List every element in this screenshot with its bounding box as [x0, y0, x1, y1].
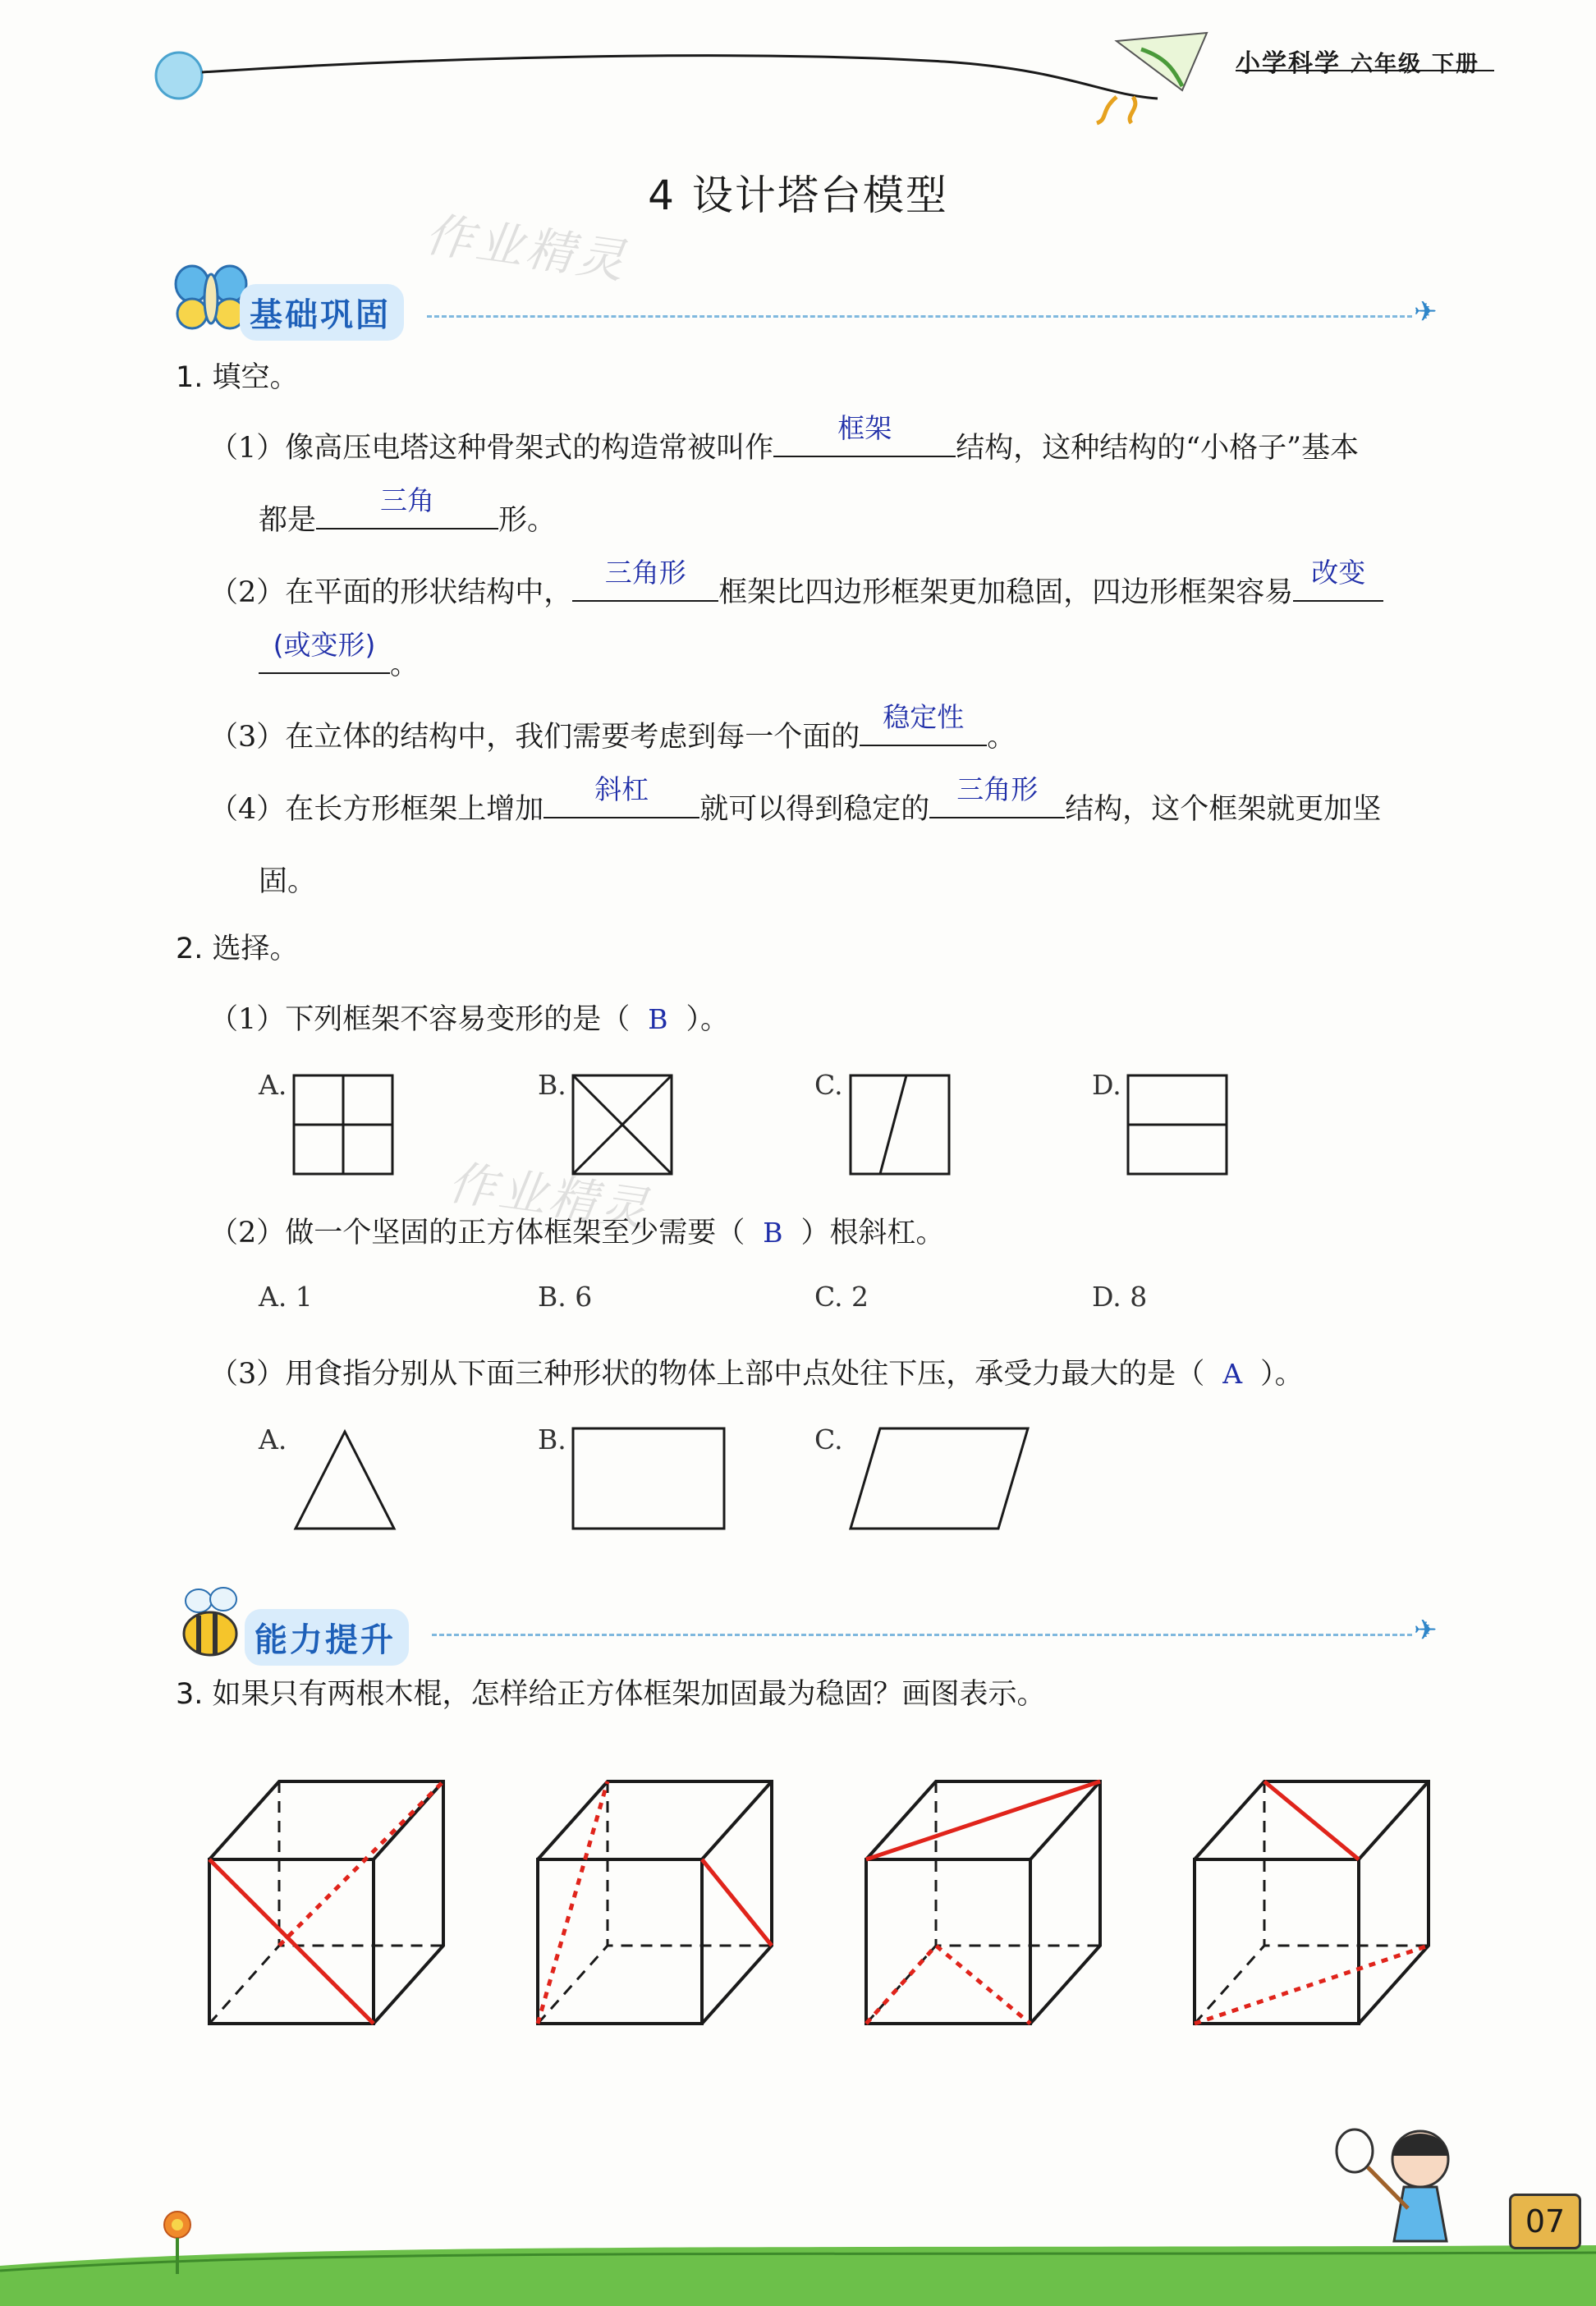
- q1-4-text-a: （4）在长方形框架上增加: [209, 793, 544, 826]
- cube-3: [866, 1781, 1100, 2024]
- cube-4: [1195, 1781, 1429, 2024]
- q1-3-blank1[interactable]: [860, 701, 987, 746]
- butterfly-icon: [174, 259, 248, 333]
- q1-1-blank2[interactable]: [316, 484, 498, 530]
- q2-1-text-a: （1）下列框架不容易变形的是（: [209, 1003, 631, 1036]
- q2-1-line: [209, 997, 729, 1038]
- q2-2-text-a: （2）做一个坚固的正方体框架至少需要（: [209, 1217, 745, 1249]
- q1-1-text-a: （1）像高压电塔这种骨架式的构造常被叫作: [209, 432, 774, 465]
- header-grade: 六年级: [1351, 52, 1422, 77]
- frame-x-diagonals: [573, 1075, 672, 1174]
- q2-1-option-b: B.: [538, 1069, 566, 1101]
- q1-3-text-a: （3）在立体的结构中，我们需要考虑到每一个面的: [209, 721, 860, 754]
- q2-3-figures: [0, 1420, 1596, 1535]
- q1-4-text-b: 就可以得到稳定的: [699, 793, 930, 826]
- q1-2-text-a: （2）在平面的形状结构中，: [209, 576, 573, 609]
- brace-dashed: [866, 1946, 1030, 2024]
- brace-solid: [702, 1859, 772, 1946]
- q1-4-text-d: 固。: [259, 865, 317, 898]
- q1-1-line2: [259, 484, 557, 539]
- shape-parallelogram: [851, 1428, 1028, 1529]
- frame-horizontal-bar: [1128, 1075, 1227, 1174]
- q2-1-figures: [0, 1059, 1596, 1182]
- section-divider-2: [432, 1634, 1412, 1636]
- section-basic-label: 基础巩固: [240, 284, 404, 341]
- q2-3-line: [209, 1351, 1304, 1392]
- q2-1-option-a: A.: [259, 1069, 287, 1101]
- q1-4-text-c: 结构，这个框架就更加坚: [1065, 793, 1382, 826]
- header-series: 小学科学: [1236, 49, 1341, 78]
- q2-1-option-d: D.: [1092, 1069, 1121, 1101]
- q1-2-text-c: 。: [390, 649, 420, 681]
- section-advanced-label: 能力提升: [245, 1609, 409, 1666]
- q1-4-answer1: 斜杠: [594, 773, 649, 805]
- plane-icon-2: ✈: [1414, 1614, 1438, 1647]
- q1-1-answer2: 三角: [380, 484, 435, 516]
- q2-2-option-d: D. 8: [1092, 1281, 1148, 1313]
- q2-2-option-c: C. 2: [814, 1281, 869, 1313]
- brace-dashed: [538, 1781, 608, 2024]
- q2-1-answer: B: [648, 1003, 668, 1035]
- header-book-title: [1236, 43, 1479, 79]
- q1-4-blank1[interactable]: [543, 773, 699, 818]
- kite-icon: [1097, 33, 1207, 123]
- q1-4-line1: [209, 773, 1382, 828]
- q1-4-answer2: 三角形: [956, 773, 1039, 805]
- q1-4-line2: [259, 859, 316, 900]
- bee-icon: [174, 1586, 253, 1660]
- shape-rectangle: [573, 1428, 724, 1529]
- section-divider: [427, 315, 1412, 318]
- q1-2-blank1[interactable]: [572, 557, 718, 602]
- plane-icon: ✈: [1414, 296, 1438, 328]
- q2-1-text-b: ）。: [686, 1003, 730, 1036]
- q1-1-text-b: 结构，这种结构的“小格子”基本: [956, 432, 1360, 465]
- q2-2-option-b: B. 6: [538, 1281, 593, 1313]
- q1-1-text-d: 形。: [498, 504, 557, 537]
- header-volume: 下册: [1432, 52, 1479, 77]
- q2-2-answer: B: [763, 1217, 783, 1249]
- q1-2-answer1: 三角形: [604, 557, 686, 589]
- q2-2-option-a: A. 1: [259, 1281, 313, 1313]
- q2-1-option-c: C.: [814, 1069, 843, 1101]
- q1-heading: 1. 填空。: [176, 361, 299, 394]
- q1-3-answer1: 稳定性: [883, 701, 965, 733]
- watermark-2: 作业精灵: [444, 1154, 654, 1238]
- q1-2-text-b: 框架比四边形框架更加稳固，四边形框架容易: [718, 576, 1294, 609]
- frame-slanted-bar: [851, 1075, 949, 1174]
- header-circle-icon: [156, 53, 202, 99]
- q2-3-text-a: （3）用食指分别从下面三种形状的物体上部中点处往下压，承受力最大的是（: [209, 1358, 1205, 1391]
- q1-2-answer2: 改变: [1311, 557, 1366, 589]
- page-number: 07: [1509, 2194, 1581, 2249]
- cube-1: [209, 1781, 443, 2024]
- q2-3-option-a: A.: [259, 1423, 287, 1456]
- q1-2-line1: [209, 557, 1383, 611]
- q2-heading: 2. 选择。: [176, 933, 299, 965]
- page-title: [0, 163, 1596, 222]
- q1-2-blank3[interactable]: [259, 629, 390, 674]
- q1-2-line2: [259, 629, 420, 683]
- q2-3-text-b: ）。: [1260, 1358, 1304, 1391]
- lesson-title: 设计塔台模型: [691, 172, 948, 219]
- q1-1-text-c: 都是: [259, 504, 317, 537]
- shape-triangle: [296, 1432, 394, 1529]
- q1-4-blank2[interactable]: [929, 773, 1065, 818]
- q1-1-blank1[interactable]: [773, 412, 956, 457]
- q1-2-answer3: (或变形): [273, 629, 376, 661]
- q1-3-line: [209, 701, 1016, 755]
- cube-2: [538, 1781, 772, 2024]
- q2-3-option-b: B.: [538, 1423, 566, 1456]
- q1-2-blank2[interactable]: [1293, 557, 1383, 602]
- q2-3-answer: A: [1222, 1358, 1243, 1390]
- q3-heading: 3. 如果只有两根木棍，怎样给正方体框架加固最为稳固？画图表示。: [176, 1678, 1046, 1711]
- q1-1-answer1: 框架: [837, 412, 892, 444]
- watermark: 作业精灵: [421, 206, 631, 290]
- q1-1-line1: [209, 412, 1360, 466]
- brace-dashed: [279, 1781, 443, 1946]
- lesson-number: 4: [648, 172, 676, 219]
- flower-icon: [153, 2208, 202, 2274]
- frame-cross-grid: [294, 1075, 392, 1174]
- girl-with-net-icon: [1330, 2118, 1478, 2258]
- brace-solid: [209, 1859, 374, 2024]
- header-swoosh: [202, 56, 1158, 99]
- q2-2-text-b: ）根斜杠。: [800, 1217, 945, 1249]
- q2-2-line: [209, 1210, 945, 1251]
- q1-3-text-b: 。: [987, 721, 1016, 754]
- q2-3-option-c: C.: [814, 1423, 843, 1456]
- q3-cube-answers: [0, 1757, 1596, 2036]
- brace-solid: [1264, 1781, 1359, 1859]
